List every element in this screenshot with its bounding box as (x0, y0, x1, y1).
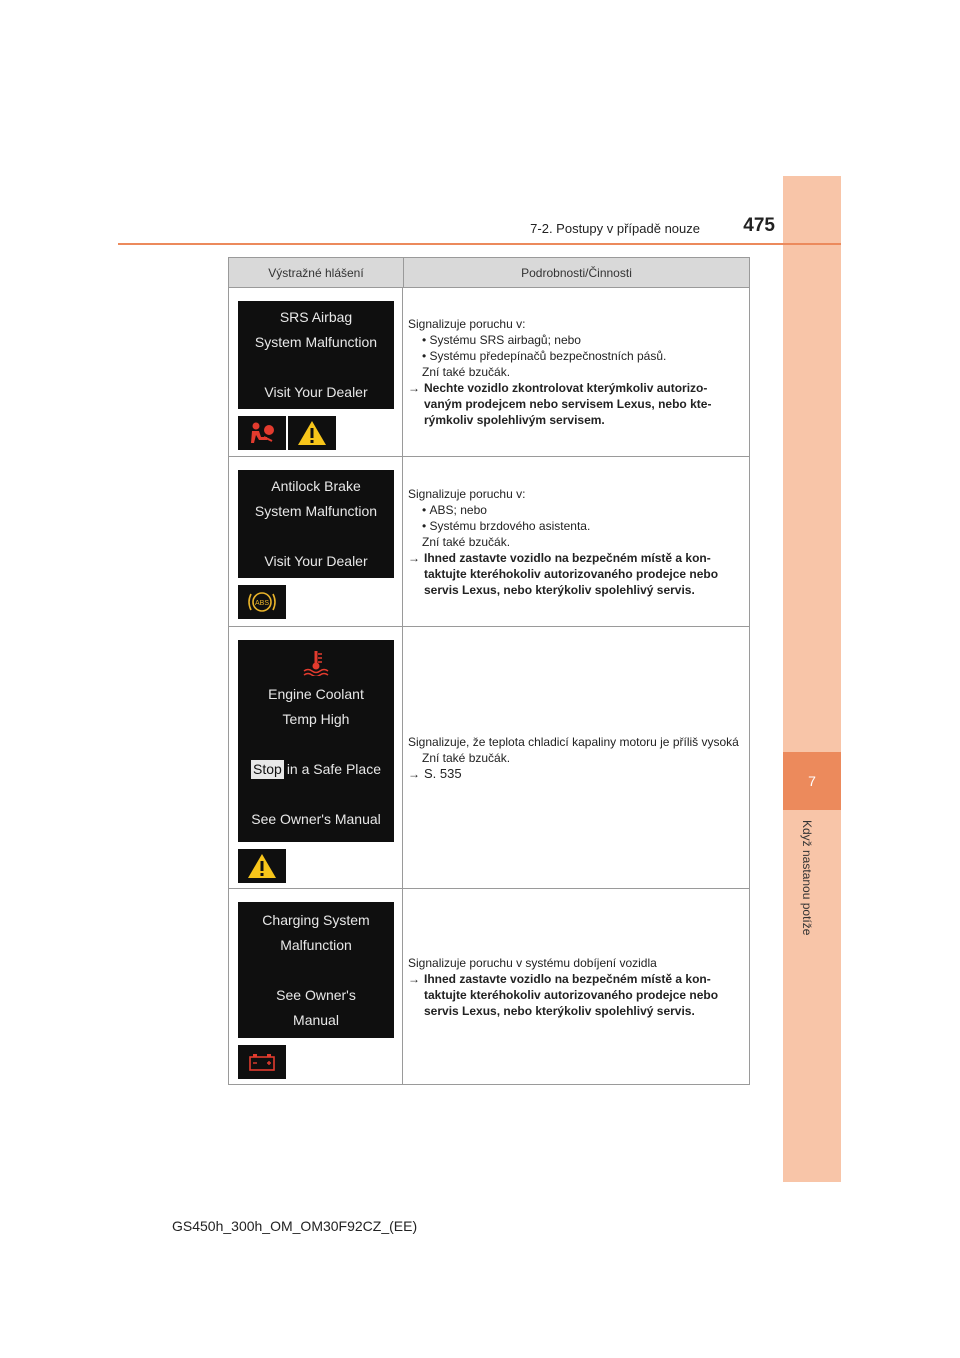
arrow-icon: → (408, 550, 420, 565)
indicator-icons (238, 1045, 402, 1079)
display-line: See Owner's (276, 986, 356, 1003)
warning-cell (229, 288, 403, 456)
table-row (229, 627, 749, 889)
page-reference (408, 766, 743, 782)
display-line: See Owner's Manual (251, 811, 381, 827)
bullet-text: Systému brzdového asistenta. (429, 518, 591, 533)
chapter-side-tab (783, 176, 841, 1182)
warning-messages-table (228, 257, 750, 1085)
display-line: System Malfunction (254, 334, 378, 350)
chapter-title: Když nastanou potíže (800, 820, 814, 936)
coolant-temperature-icon (302, 650, 330, 676)
action-instruction (408, 971, 743, 1019)
action-text: Ihned zastavte vozidlo na bezpečném místě a kon-taktujte kteréhokoliv autorizovaného prodejce nebo servis Lexus, nebo kterýkoliv spolehlivý servis. (424, 971, 719, 1018)
details-intro: Signalizuje poruchu v: (408, 486, 526, 501)
bullet-item: • Systému brzdového asistenta. (422, 518, 591, 533)
display-line: Antilock Brake (271, 478, 361, 494)
chapter-number: 7 (783, 752, 841, 810)
display-line: Visit Your Dealer (264, 384, 368, 400)
column-header-details: Podrobnosti/Činnosti (521, 265, 632, 280)
arrow-icon: → (408, 381, 420, 395)
airbag-warning-icon (238, 416, 286, 450)
arrow-icon: → (408, 971, 420, 986)
display-line: Engine Coolant (268, 686, 364, 702)
bullet-text: Systému SRS airbagů; nebo (429, 333, 581, 347)
display-line: SRS Airbag (279, 309, 353, 325)
reference-link[interactable]: S. 535 (424, 765, 462, 781)
details-text: Signalizuje, že teplota chladicí kapaliny motoru je příliš vysoká (408, 734, 739, 749)
display-line: Charging System (262, 911, 370, 928)
battery-icon (238, 1045, 286, 1079)
bullet-item: • Systému předepínačů bezpečnostních pásů. (422, 349, 667, 363)
arrow-icon: → (408, 766, 420, 781)
bullet-text: Systému předepínačů bezpečnostních pásů. (429, 349, 667, 363)
action-text: Nechte vozidlo zkontrolovat kterýmkoliv autorizo-vaným prodejcem nebo servisem Lexus, nebo kte-rýmkoliv spolehlivým servisem. (424, 381, 712, 427)
display-line (251, 757, 381, 782)
warning-triangle-icon (238, 849, 286, 883)
table-row (229, 457, 749, 627)
charging-system-display (238, 902, 394, 1038)
warning-cell (229, 627, 403, 888)
indicator-icons (238, 849, 402, 883)
details-cell (403, 889, 749, 1084)
display-line: Temp High (282, 711, 350, 727)
document-code: GS450h_300h_OM_OM30F92CZ_(EE) (172, 1218, 418, 1234)
details-cell (403, 288, 749, 456)
page-number: 475 (743, 215, 775, 236)
warning-triangle-icon (288, 416, 336, 450)
section-title: 7-2. Postupy v případě nouze (530, 221, 700, 236)
table-row (229, 288, 749, 457)
action-instruction (408, 380, 743, 428)
display-line: System Malfunction (254, 503, 378, 519)
indicator-icons (238, 585, 402, 619)
column-header-warning: Výstražné hlášení (229, 258, 404, 287)
stop-label: Stop (253, 761, 282, 777)
details-cell (403, 457, 749, 626)
srs-airbag-display (238, 301, 394, 409)
table-header (229, 258, 749, 288)
buzzer-note: Zní také bzučák. (422, 365, 511, 379)
indicator-icons (238, 416, 402, 450)
abs-label: ABS (254, 600, 270, 607)
abs-icon (238, 585, 286, 619)
warning-cell (229, 457, 403, 626)
header-rule (118, 243, 841, 245)
display-line: Malfunction (280, 936, 352, 953)
warning-cell (229, 889, 403, 1084)
display-line: Visit Your Dealer (264, 553, 368, 569)
buzzer-note: Zní také bzučák. (422, 750, 511, 765)
bullet-item: • Systému SRS airbagů; nebo (422, 333, 581, 347)
details-intro: Signalizuje poruchu v: (408, 317, 526, 331)
details-cell (403, 627, 749, 888)
antilock-brake-display (238, 470, 394, 578)
bullet-text: ABS; nebo (429, 502, 487, 517)
action-instruction (408, 550, 743, 598)
action-text: Ihned zastavte vozidlo na bezpečném místě a kon-taktujte kteréhokoliv autorizovaného prodejce nebo servis Lexus, nebo kterýkoliv spolehlivý servis. (424, 550, 719, 597)
details-text: Signalizuje poruchu v systému dobíjení vozidla (408, 955, 657, 970)
display-line: Manual (293, 1011, 339, 1028)
bullet-item: • ABS; nebo (422, 502, 487, 517)
display-text: in a Safe Place (286, 761, 381, 777)
engine-coolant-display (238, 640, 394, 842)
table-row (229, 889, 749, 1084)
buzzer-note: Zní také bzučák. (422, 534, 511, 549)
